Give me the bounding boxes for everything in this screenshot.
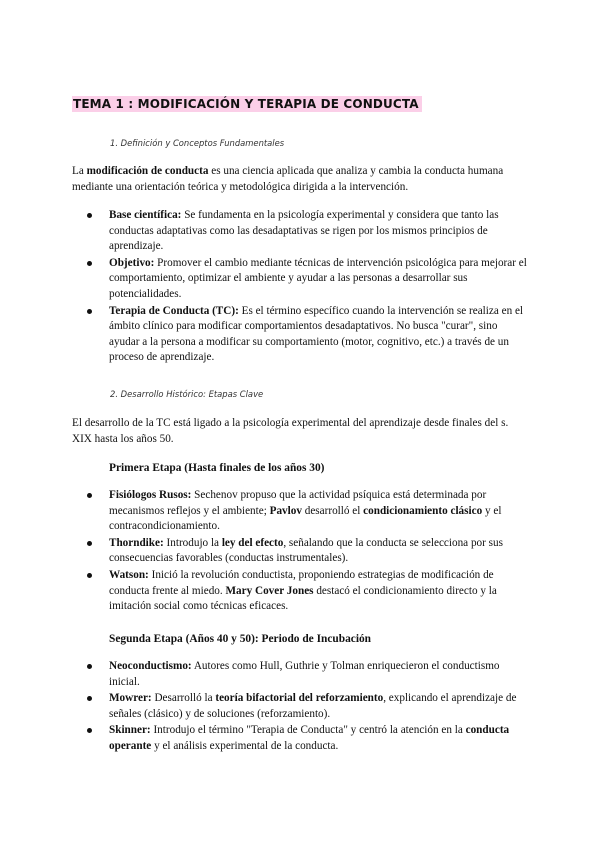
- bullet-icon: [87, 309, 92, 314]
- intro-text-c: es una ciencia aplicada que analiza y cambia la conducta humana mediante una orientación teórica y metodológica dirigida a la intervención.: [72, 165, 504, 193]
- stage-one-heading: Primera Etapa (Hasta finales de los años 30): [109, 462, 325, 474]
- bullet-bold: condicionamiento clásico: [363, 504, 483, 517]
- bullet-text: y el análisis experimental de la conducta.: [151, 739, 339, 752]
- stage-two-heading: Segunda Etapa (Años 40 y 50): Periodo de Incubación: [109, 633, 372, 645]
- bullet-bold: conducta operante: [109, 724, 510, 752]
- bullet-label: Base científica:: [109, 209, 182, 221]
- bullet-label: Thorndike:: [109, 536, 164, 549]
- bullet-label: Terapia de Conducta (TC):: [109, 304, 239, 317]
- bullet-text: Autores como Hull, Guthrie y Tolman enriquecieron el conductismo inicial.: [109, 660, 500, 688]
- bullet-text: Promover el cambio mediante técnicas de intervención psicológica para mejorar el comportamiento, optimizar el ambiente y ayudar a las personas a desarrollar sus potencialidades.: [109, 256, 527, 300]
- bullet-text: Introdujo la: [163, 536, 222, 549]
- bullet-bold: Pavlov: [269, 504, 302, 517]
- history-intro-paragraph: El desarrollo de la TC está ligado a la psicología experimental del aprendizaje desde finales del s. XIX hasta los años 50.: [72, 417, 509, 445]
- bullet-label: Objetivo:: [109, 256, 155, 269]
- page-title: TEMA 1 : MODIFICACIÓN Y TERAPIA DE CONDUCTA: [72, 96, 422, 112]
- list-item: [84, 659, 527, 690]
- definition-bullet-list: [84, 208, 527, 367]
- bullet-icon: [87, 541, 92, 546]
- section-heading-definition: 1. Definición y Conceptos Fundamentales: [110, 138, 285, 148]
- stage-two-bullet-list: [84, 659, 527, 756]
- bullet-text: , señalando que la conducta se selecciona por sus consecuencias favorables (conductas instrumentales).: [109, 536, 503, 565]
- intro-paragraph: [72, 164, 527, 195]
- list-item: [84, 488, 527, 535]
- bullet-text: y el contracondicionamiento.: [109, 504, 502, 533]
- list-item: [84, 304, 527, 366]
- bullet-text: Desarrolló la: [151, 692, 216, 705]
- bullet-bold: Mary Cover Jones: [225, 584, 314, 597]
- bullet-icon: [87, 261, 92, 266]
- bullet-icon: [87, 213, 92, 218]
- list-item: [84, 723, 527, 754]
- bullet-bold: teoría bifactorial del reforzamiento: [215, 692, 384, 705]
- bullet-label: Neoconductismo:: [109, 660, 192, 672]
- section-heading-history: 2. Desarrollo Histórico: Etapas Clave: [110, 389, 264, 399]
- bullet-text: Es el término específico cuando la intervención se realiza en el ámbito clínico para modificar comportamientos desadaptativos. No busca "curar", sino ayudar a la persona a modificar su comportamiento (motor, cognitivo, etc.) a través de un proceso de aprendizaje.: [109, 304, 524, 364]
- list-item: [84, 208, 527, 255]
- bullet-text: , explicando el aprendizaje de señales (clásico) y de soluciones (reforzamiento).: [109, 692, 517, 720]
- bullet-text: Se fundamenta en la psicología experimental y considera que tanto las conductas adaptativas como las desadaptativas se rigen por los mismos principios de aprendizaje.: [109, 209, 499, 253]
- bullet-icon: [87, 664, 92, 669]
- bullet-icon: [87, 696, 92, 701]
- bullet-label: Skinner:: [109, 724, 151, 737]
- bullet-text: Sechenov propuso que la actividad psíquica está determinada por mecanismos reflejos y el ambiente;: [109, 489, 487, 517]
- bullet-label: Mowrer:: [109, 692, 152, 705]
- list-item: [84, 691, 527, 722]
- bullet-label: Fisiólogos Rusos:: [109, 489, 192, 501]
- bullet-text: desarrolló el: [301, 504, 364, 517]
- stage-one-bullet-list: [84, 488, 527, 616]
- bullet-icon: [87, 573, 92, 578]
- list-item: [84, 256, 527, 303]
- intro-bold-term: modificación de conducta: [86, 165, 209, 177]
- intro-text-a: La: [72, 165, 87, 177]
- bullet-text: destacó el condicionamiento directo y la imitación social como técnicas eficaces.: [109, 584, 497, 613]
- list-item: [84, 568, 527, 615]
- list-item: [84, 536, 527, 567]
- bullet-icon: [87, 728, 92, 733]
- bullet-text: Introdujo el término "Terapia de Conducta" y centró la atención en la: [150, 724, 466, 737]
- bullet-icon: [87, 493, 92, 498]
- bullet-bold: ley del efecto: [221, 536, 284, 549]
- bullet-label: Watson:: [109, 568, 149, 581]
- bullet-text: Inició la revolución conductista, proponiendo estrategias de modificación de conducta frente al miedo.: [109, 568, 494, 597]
